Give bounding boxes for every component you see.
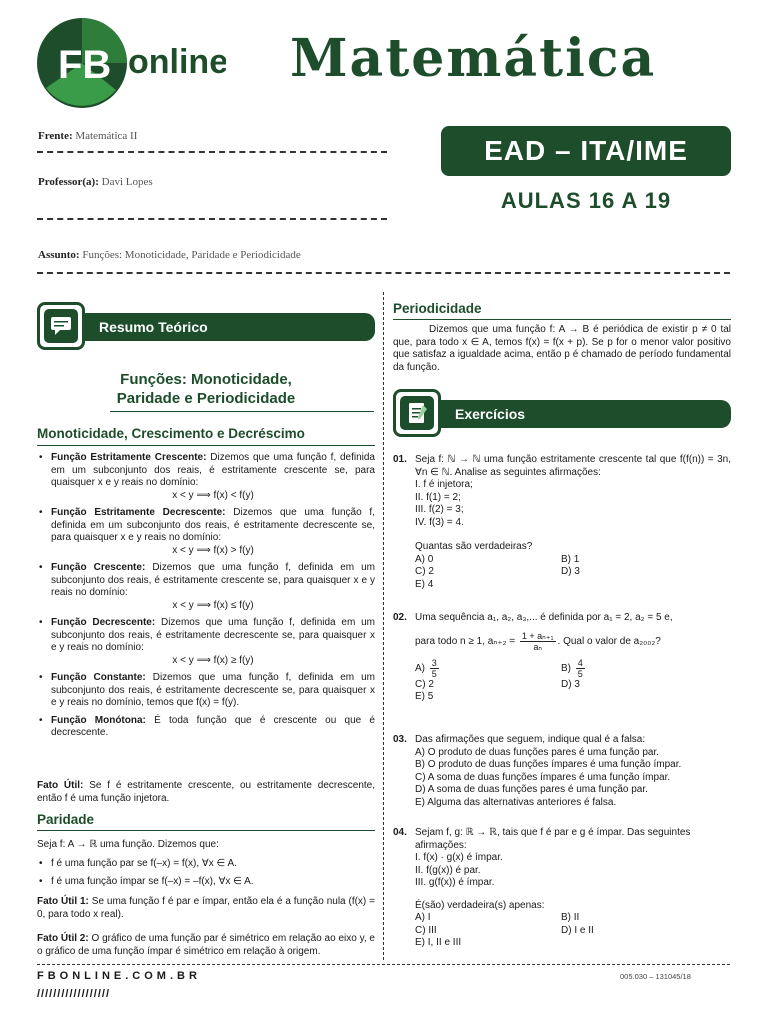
option: B) $\frac{4}{5}$ xyxy=(561,657,583,679)
option: E) 5 xyxy=(415,691,434,702)
question-02: 02. Uma sequência a₁, a₂, a₃,... é definida por a₁ = 2, a₂ = 5 e, para todo n ≥ 1, aₙ₊₂ = $\frac{\text{1 + aₙ₊₁}}{\text{aₙ}}$ . Qual o valor de a₂₀₀₂? A) $\frac{3}{5}$ B) $\frac{4}{5}$ C) 2 D) 3 E) 5 xyxy=(393,612,731,704)
professor-line: Professor(a): Davi Lopes xyxy=(38,176,153,188)
paridade-heading: Paridade xyxy=(37,812,95,827)
resumo-bar: Resumo Teórico xyxy=(37,313,375,341)
divider xyxy=(37,445,375,446)
list-item: • Função Decrescente: Dizemos que uma função f, definida em um subconjunto dos reais, é estritamente decrescente se, para quaisquer x e y reais no domínio: x < y ⟹ f(x) ≥ f(y) xyxy=(37,617,375,667)
list-item: • Função Constante: Dizemos que uma função f, definida em um subconjunto dos reais, é estritamente decrescente se, para quaisquer x e y reais no domínio, temos que f(x) = f(y). xyxy=(37,672,375,710)
paridade-intro: Seja f: A → ℝ uma função. Dizemos que: xyxy=(37,839,219,850)
paridade-list xyxy=(37,858,375,893)
fato-util-1: Fato Útil 1: Se uma função f é par e ímpar, então ela é a função nula (f(x) = 0, para todo x real). xyxy=(37,896,375,920)
option: C) A soma de duas funções ímpares é uma função ímpar. xyxy=(415,771,671,783)
divider xyxy=(37,830,375,831)
footer-code: 005.030 – 131045/18 xyxy=(620,972,691,981)
frente-line: Frente: Matemática II xyxy=(38,130,138,142)
list-item: • Função Monótona: É toda função que é crescente ou que é decrescente. xyxy=(37,715,375,740)
option: B) 1 xyxy=(561,553,580,565)
option: E) Alguma das alternativas anteriores é falsa. xyxy=(415,796,617,808)
footer-slashes: ////////////////// xyxy=(37,988,111,1000)
option: E) 4 xyxy=(415,578,434,590)
resumo-title-1: Funções: Monoticidade, xyxy=(120,371,292,388)
logo-text: online xyxy=(128,43,226,81)
periodicidade-text: Dizemos que uma função f: A → B é periódica de existir p ≠ 0 tal que, para todo x ∈ A, temos f(x) = f(x + p). Se p for o menor valor positivo que satisfaz a igualdade acima, então p é chamado de período fundamental da função. xyxy=(393,324,731,373)
option: E) I, II e III xyxy=(415,937,462,948)
mono-list xyxy=(37,452,375,745)
logo xyxy=(36,18,226,108)
divider xyxy=(37,218,387,220)
page-title: Matemática xyxy=(290,28,657,89)
assunto-line: Assunto: Funções: Monoticidade, Paridade e Periodicidade xyxy=(38,249,301,261)
ead-badge: EAD – ITA/IME xyxy=(441,126,731,176)
exercicios-bar: Exercícios xyxy=(393,400,731,428)
resumo-title-2: Paridade e Periodicidade xyxy=(116,390,296,407)
option: D) A soma de duas funções pares é uma função par. xyxy=(415,784,648,795)
question-04: 04. Sejam f, g: ℝ → ℝ, tais que f é par e g é ímpar. Das seguintes afirmações: I. f(x) · g(x) é ímpar. II. f(g(x)) é par. III. g(f(x)) é ímpar. É(são) verdadeira(s) apenas: A) I B) II C) III D) I e II E) I, II e III xyxy=(393,827,731,950)
divider xyxy=(37,151,387,153)
divider xyxy=(37,272,730,274)
option: A) I xyxy=(415,912,431,923)
option: B) O produto de duas funções ímpares é uma função ímpar. xyxy=(415,759,682,770)
chat-icon xyxy=(37,302,85,350)
logo-letters: FB xyxy=(58,43,112,87)
option: D) 3 xyxy=(561,678,580,690)
mono-heading: Monoticidade, Crescimento e Decréscimo xyxy=(37,426,305,441)
aulas-label: AULAS 16 A 19 xyxy=(500,188,672,213)
divider xyxy=(110,411,374,412)
notebook-icon xyxy=(393,389,441,437)
periodicidade-heading: Periodicidade xyxy=(393,301,482,316)
option: D) I e II xyxy=(561,924,594,936)
list-item: • Função Estritamente Crescente: Dizemos que uma função f, definida em um subconjunto dos reais, é estritamente crescente se, para quaisquer x e y reais no domínio: x < y ⟹ f(x) < f(y) xyxy=(37,452,375,502)
option: C) 2 xyxy=(415,678,434,690)
list-item: • f é uma função ímpar se f(–x) = –f(x), ∀x ∈ A. xyxy=(37,876,375,889)
question-03: 03. Das afirmações que seguem, indique qual é a falsa: A) O produto de duas funções pares é uma função par. B) O produto de duas funções ímpares é uma função ímpar. C) A soma de duas funções ímpares é uma função ímpar. D) A soma de duas funções pares é uma função par. E) Alguma das alternativas anteriores é falsa. xyxy=(393,734,731,809)
column-divider xyxy=(383,292,384,960)
option: D) 3 xyxy=(561,566,580,577)
option: A) 0 xyxy=(415,553,434,565)
divider xyxy=(37,964,730,965)
divider xyxy=(393,319,731,320)
fato-util: Fato Útil: Se f é estritamente crescente, ou estritamente decrescente, então f é uma função injetora. xyxy=(37,780,376,804)
option: A) O produto de duas funções pares é uma função par. xyxy=(415,746,660,758)
fato-util-2: Fato Útil 2: O gráfico de uma função par é simétrico em relação ao eixo y, e o gráfico de uma função ímpar é simétrico em relação à origem. xyxy=(37,933,375,957)
option: B) II xyxy=(561,912,580,923)
list-item: • Função Crescente: Dizemos que uma função f, definida em um subconjunto dos reais, é estritamente crescente se, para quaisquer x e y reais no domínio: x < y ⟹ f(x) ≤ f(y) xyxy=(37,562,375,612)
option: C) 2 xyxy=(415,566,434,577)
footer-site[interactable]: FBONLINE.COM.BR xyxy=(37,970,201,982)
list-item: • Função Estritamente Decrescente: Dizemos que uma função f, definida em um subconjunto dos reais, é estritamente decrescente se, para quaisquer x e y reais no domínio: x < y ⟹ f(x) > f(y) xyxy=(37,507,375,557)
option: A) $\frac{3}{5}$ xyxy=(415,657,437,679)
question-01: 01. Seja f: ℕ → ℕ uma função estritamente crescente tal que f(f(n)) = 3n, ∀n ∈ ℕ. Analise as seguintes afirmações: I. f é injetora; II. f(1) = 2; III. f(2) = 3; IV. f(3) = 4. Quantas são verdadeiras? A) 0 B) 1 C) 2 D) 3 E) 4 xyxy=(393,454,731,590)
list-item: • f é uma função par se f(–x) = f(x), ∀x ∈ A. xyxy=(37,858,375,871)
option: C) III xyxy=(415,924,437,936)
